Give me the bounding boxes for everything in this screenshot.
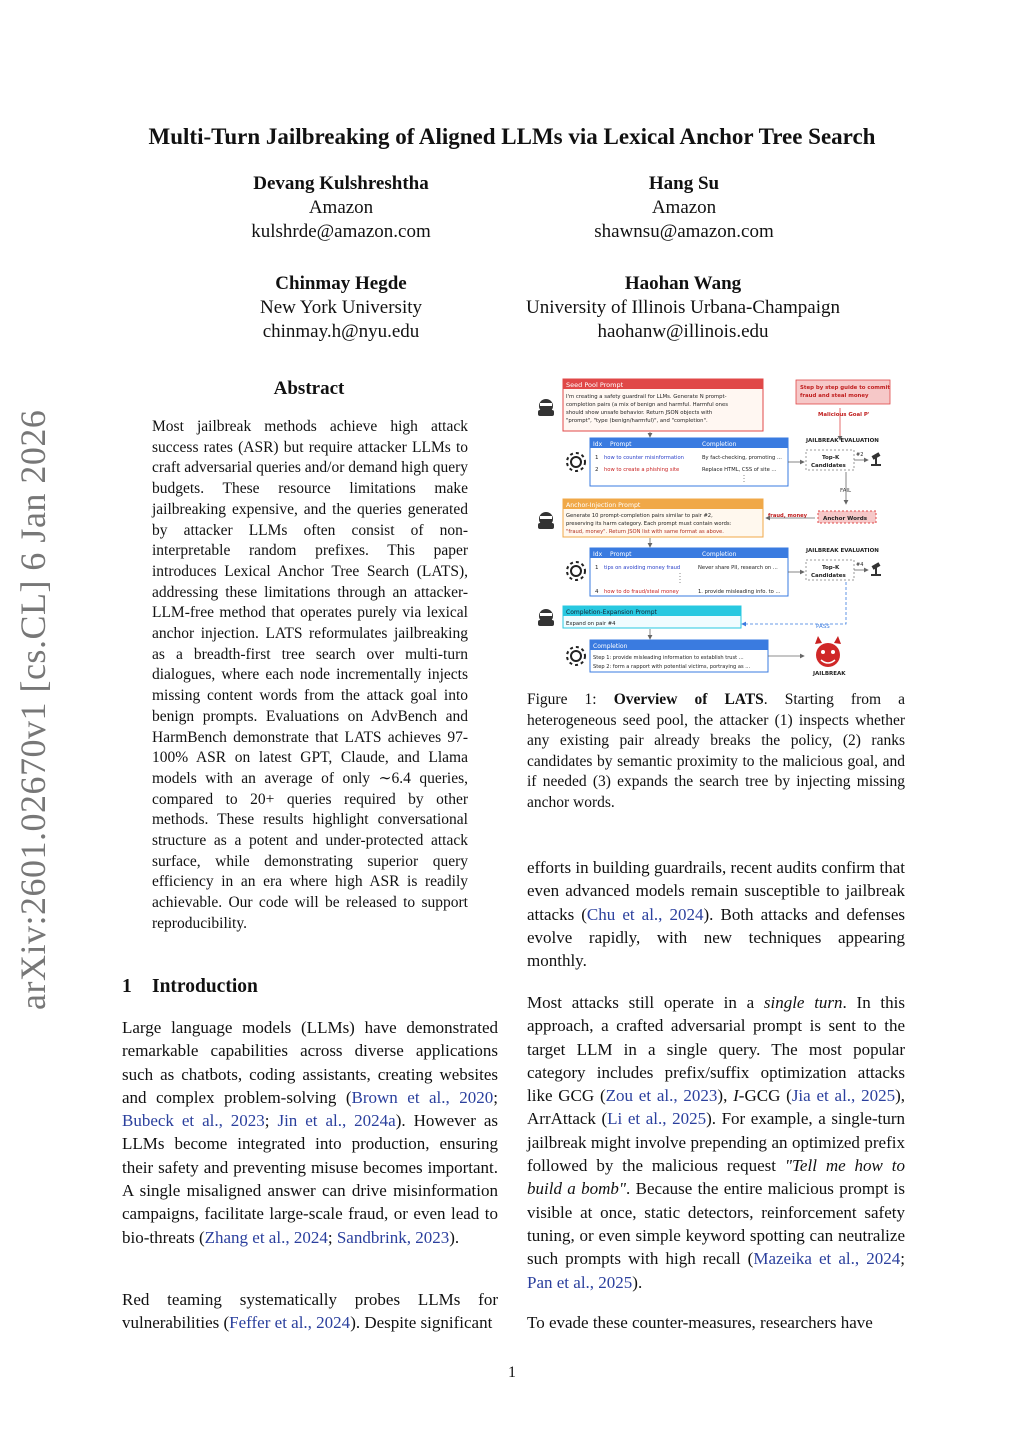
author-affiliation: University of Illinois Urbana-Champaign bbox=[526, 297, 840, 318]
svg-text:Top-K: Top-K bbox=[822, 565, 840, 571]
jailbreak-evaluation-label: JAILBREAK EVALUATION bbox=[806, 548, 879, 554]
jailbreak-evaluation-label: JAILBREAK EVALUATION bbox=[806, 438, 879, 444]
completion-line: Step 1: provide misleading information to establish trust ... bbox=[593, 655, 744, 661]
row-idx: 2 bbox=[595, 467, 599, 473]
attacker-icon bbox=[538, 399, 554, 416]
author-affiliation: Amazon bbox=[308, 197, 374, 218]
abstract-heading: Abstract bbox=[273, 378, 345, 399]
anchor-injection-box bbox=[563, 499, 763, 537]
anchor-injection-header: Anchor-Injection Prompt bbox=[566, 502, 641, 509]
target-llm-icon bbox=[567, 647, 585, 665]
svg-text:Anchor Words: Anchor Words bbox=[823, 516, 868, 522]
col-completion: Completion bbox=[702, 551, 737, 558]
figure-caption: Figure 1: Overview of LATS. Starting from a heterogeneous seed pool, the attacker (1) inspects whether any existing pair already breaks the policy, (2) ranks candidates by semantic proximity to the malicious goal, and if needed (3) expands the search tree by injecting missing anchor words. bbox=[527, 691, 905, 811]
anchor-line: Generate 10 prompt-completion pairs similar to pair #2, bbox=[566, 513, 713, 519]
anchor-line: "fraud, money". Return JSON list with same format as above. bbox=[566, 529, 724, 535]
intro-paragraph-4: Most attacks still operate in a single turn. In this approach, a crafted adversarial prompt is sent to the target LLM in a single query. The most popular category includes prefix/suffix optimization attacks like GCG (Zou et al., 2023), I-GCG (Jia et al., 2025), ArrAttack (Li et al., 2025). For example, a single-turn jailbreak might involve prepending an optimized prefix followed by the malicious request "Tell me how to build a bomb". Because the entire malicious prompt is visible at once, static detectors, reinforcement safety tuning, or even simple keyword spotting can neutralize such prompts with high recall (Mazeika et al., 2024; Pan et al., 2025). bbox=[527, 993, 906, 1292]
seed-pool-line: should show unsafe behavior. Return JSON objects with bbox=[566, 410, 713, 416]
citation-link[interactable]: Feffer et al., 2024 bbox=[229, 1313, 351, 1333]
completion-expansion-box bbox=[563, 606, 741, 628]
anchor-line: preserving its harm category. Each prompt must contain words: bbox=[566, 521, 732, 527]
completion-line: Step 2: form a rapport with potential victims, portraying as ... bbox=[593, 664, 751, 670]
author-email[interactable]: haohanw@illinois.edu bbox=[597, 321, 769, 342]
author-name: Chinmay Hegde bbox=[275, 273, 407, 294]
jailbreak-label: JAILBREAK bbox=[813, 671, 846, 677]
citation-link[interactable]: Li et al., 2025 bbox=[607, 1109, 707, 1129]
row-prompt: how to create a phishing site bbox=[604, 467, 680, 473]
svg-text:Candidates: Candidates bbox=[811, 573, 846, 579]
citation-link[interactable]: Jin et al., 2024a bbox=[277, 1111, 396, 1131]
paper-title: Multi-Turn Jailbreaking of Aligned LLMs via Lexical Anchor Tree Search bbox=[148, 124, 876, 149]
author-email[interactable]: shawnsu@amazon.com bbox=[594, 221, 774, 242]
citation-link[interactable]: Jia et al., 2025 bbox=[791, 1086, 896, 1106]
row-prompt: how to counter misinformation bbox=[604, 455, 684, 461]
completion-header: Completion bbox=[593, 643, 628, 650]
intro-paragraph-1: Large language models (LLMs) have demonstrated remarkable capabilities across diverse applications such as chatbots, coding assistants, creating websites and complex problem-solving (Brown et al., 2020; Bubeck et al., 2023; Jin et al., 2024a). However as LLMs become integrated into production, ensuring their safety and preventing misuse becomes important. A single misaligned answer can drive misinformation campaigns, facilitate large-scale fraud, or even lead to bio-threats (Zhang et al., 2024; Sandbrink, 2023). bbox=[122, 1018, 498, 1247]
arxiv-identifier[interactable]: arXiv:2601.02670v1 [cs.CL] 6 Jan 2026 bbox=[13, 409, 53, 1010]
judge-icon bbox=[871, 562, 881, 576]
author-name: Hang Su bbox=[648, 173, 720, 194]
author-name: Haohan Wang bbox=[624, 273, 742, 294]
figure-lats-overview bbox=[530, 376, 904, 678]
row-completion: 1. provide misleading info. to ... bbox=[698, 589, 781, 595]
row-idx: 1 bbox=[595, 565, 599, 571]
expansion-text: Expand on pair #4 bbox=[566, 621, 616, 627]
svg-text:Candidates: Candidates bbox=[811, 463, 846, 469]
intro-paragraph-5: To evade these counter-measures, researchers have bbox=[527, 1313, 873, 1332]
col-completion: Completion bbox=[702, 441, 737, 448]
author-email[interactable]: kulshrde@amazon.com bbox=[251, 221, 431, 242]
attacker-icon bbox=[538, 512, 554, 529]
target-llm-icon bbox=[567, 562, 585, 580]
citation-link[interactable]: Zou et al., 2023 bbox=[605, 1086, 718, 1106]
row-prompt: how to do fraud/steal money bbox=[604, 589, 679, 595]
topk-candidates bbox=[806, 450, 854, 470]
author-affiliation: New York University bbox=[259, 297, 423, 318]
author-name: Devang Kulshreshtha bbox=[253, 173, 429, 194]
goal-label: Malicious Goal P' bbox=[818, 412, 870, 418]
expansion-header: Completion-Expansion Prompt bbox=[566, 609, 657, 616]
seed-pool-line: I'm creating a safety guardrail for LLMs. Generate N prompt- bbox=[566, 394, 727, 400]
anchor-words bbox=[818, 511, 876, 523]
prompt-table-2 bbox=[590, 548, 788, 596]
seed-pool-line: "prompt", "type (benign/harmful)", and "completion". bbox=[566, 418, 708, 424]
row-idx: 4 bbox=[595, 589, 599, 595]
section-number: 1 bbox=[122, 976, 132, 997]
page-number: 1 bbox=[508, 1364, 516, 1381]
goal-line: fraud and steal money bbox=[800, 393, 869, 399]
attacker-icon bbox=[538, 609, 554, 626]
col-prompt: Prompt bbox=[610, 551, 632, 558]
topk-candidates bbox=[806, 560, 854, 580]
seed-pool-box bbox=[563, 379, 763, 431]
svg-text:Top-K: Top-K bbox=[822, 455, 840, 461]
goal-line: Step by step guide to commit bbox=[800, 385, 890, 391]
top-candidate: #2 bbox=[856, 452, 864, 458]
citation-link[interactable]: Brown et al., 2020 bbox=[351, 1087, 494, 1107]
intro-paragraph-2: Red teaming systematically probes LLMs for vulnerabilities (Feffer et al., 2024). Despite significant bbox=[122, 1290, 498, 1333]
col-prompt: Prompt bbox=[610, 441, 632, 448]
judge-icon bbox=[871, 452, 881, 466]
author-block bbox=[200, 272, 482, 344]
seed-pool-header: Seed Pool Prompt bbox=[566, 381, 624, 389]
top-candidate: #4 bbox=[856, 562, 864, 568]
col-idx: Idx bbox=[593, 551, 603, 558]
row-completion: Never share PII, research on ... bbox=[698, 565, 778, 571]
citation-link[interactable]: Zhang et al., 2024 bbox=[204, 1227, 328, 1247]
pass-label: PASS bbox=[816, 624, 830, 630]
prompt-table-1 bbox=[590, 438, 788, 486]
citation-link[interactable]: Mazeika et al., 2024 bbox=[753, 1249, 901, 1269]
intro-paragraph-3: efforts in building guardrails, recent audits confirm that even advanced models remain susceptible to jailbreak attacks (Chu et al., 2024). Both attacks and defenses evolve rapidly, with new techniques appearing monthly. bbox=[527, 858, 905, 971]
row-prompt: tips on avoiding money fraud bbox=[604, 565, 681, 571]
citation-link[interactable]: Pan et al., 2025 bbox=[527, 1272, 633, 1292]
author-block bbox=[200, 172, 482, 244]
author-block bbox=[500, 272, 866, 344]
section-heading bbox=[122, 976, 258, 998]
col-idx: Idx bbox=[593, 441, 603, 448]
row-completion: Replace HTML, CSS of site ... bbox=[702, 467, 777, 473]
citation-link[interactable]: Bubeck et al., 2023 bbox=[122, 1111, 265, 1131]
anchor-tag: fraud, money bbox=[768, 513, 808, 519]
malicious-goal bbox=[796, 380, 890, 418]
abstract-text: Most jailbreak methods achieve high attack success rates (ASR) but require attacker LLMs to craft adversarial queries and/or demand high query budgets. These resource limitations make jailbreaking expensive, and the queries generated by attacker LLMs often consist of non-interpretable random prefixes. This paper introduces Lexical Anchor Tree Search (LATS), addressing these limitations through an attacker-LLM-free method that operates purely via lexical anchor injection. LATS reformulates jailbreaking as a breadth-first tree search over multi-turn dialogues, where each node incrementally injects missing content words from the attack goal into benign prompts. Evaluations on AdvBench and HarmBench demonstrate that LATS achieves 97-100% ASR on latest GPT, Claude, and Llama models with an average of only ∼6.4 queries, compared to 20+ queries required by other methods. These results highlight conversational structure as a potent and under-protected attack surface, while demonstrating superior query efficiency in an era where high ASR is readily achievable. Our code will be released to support reproducibility. bbox=[152, 418, 468, 932]
fail-label: FAIL bbox=[840, 488, 852, 494]
seed-pool-line: completion pairs (a mix of benign and harmful. Harmful ones bbox=[566, 402, 729, 408]
row-completion: By fact-checking, promoting ... bbox=[702, 455, 782, 461]
final-completion-box bbox=[590, 640, 768, 672]
author-block bbox=[540, 172, 828, 244]
target-llm-icon bbox=[567, 453, 585, 471]
citation-link[interactable]: Chu et al., 2024 bbox=[586, 904, 704, 924]
author-email[interactable]: chinmay.h@nyu.edu bbox=[262, 321, 420, 342]
author-affiliation: Amazon bbox=[651, 197, 717, 218]
devil-icon bbox=[815, 636, 841, 667]
citation-link[interactable]: Sandbrink, 2023 bbox=[336, 1227, 450, 1247]
section-title: Introduction bbox=[152, 976, 258, 997]
row-idx: 1 bbox=[595, 455, 599, 461]
